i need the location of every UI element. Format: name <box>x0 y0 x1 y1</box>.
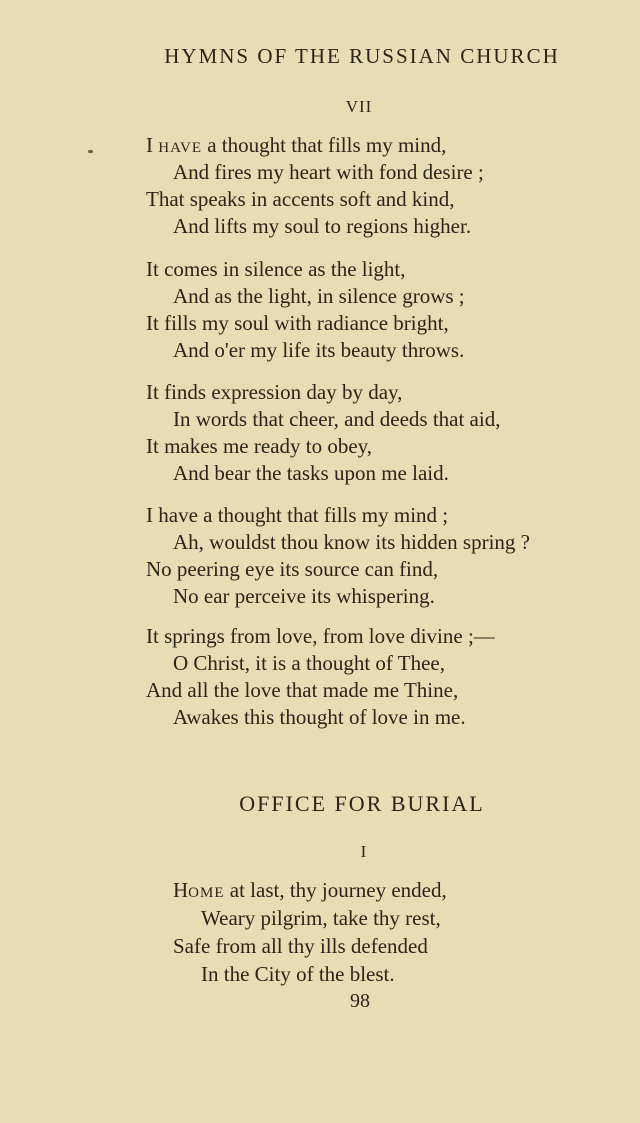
verse-line: And o'er my life its beauty throws. <box>173 338 465 362</box>
line-rest: at last, thy journey ended, <box>224 878 447 902</box>
margin-mark <box>88 150 93 153</box>
stanza-1 <box>146 132 626 240</box>
verse-line <box>146 132 626 159</box>
verse-line: And lifts my soul to regions higher. <box>173 214 472 238</box>
initial: H <box>173 878 189 902</box>
stanza-3 <box>146 379 626 487</box>
burial-stanza-1 <box>173 876 640 988</box>
verse-line: Awakes this thought of love in me. <box>173 705 466 729</box>
verse-line: It comes in silence as the light, <box>146 257 406 281</box>
verse-line: Ah, wouldst thou know its hidden spring ? <box>173 530 530 554</box>
section-title: OFFICE FOR BURIAL <box>239 791 485 816</box>
verse-line: No ear perceive its whispering. <box>173 584 435 608</box>
verse-line: It makes me ready to obey, <box>146 434 373 458</box>
initial: I <box>146 133 153 157</box>
verse-line: O Christ, it is a thought of Thee, <box>173 651 446 675</box>
hymn-number: I <box>360 842 368 861</box>
stanza-5 <box>146 623 626 731</box>
verse-line: I have a thought that fills my mind ; <box>146 503 449 527</box>
smallcaps-word: OME <box>188 885 225 901</box>
verse-line: Weary pilgrim, take thy rest, <box>201 906 441 930</box>
smallcaps-word: HAVE <box>158 140 202 156</box>
line-rest: a thought that fills my mind, <box>201 133 447 157</box>
verse-line: It fills my soul with radiance bright, <box>146 311 449 335</box>
verse-line: Safe from all thy ills defended <box>173 934 428 958</box>
stanza-4 <box>146 502 626 610</box>
verse-line: No peering eye its source can find, <box>146 557 439 581</box>
page-number: 98 <box>350 990 370 1012</box>
verse-line: And bear the tasks upon me laid. <box>173 461 449 485</box>
running-title: HYMNS OF THE RUSSIAN CHURCH <box>164 44 560 68</box>
verse-line <box>173 876 640 904</box>
verse-line: It springs from love, from love divine ;— <box>146 624 495 648</box>
verse-line: And all the love that made me Thine, <box>146 678 459 702</box>
stanza-2 <box>146 256 626 364</box>
verse-line: That speaks in accents soft and kind, <box>146 187 455 211</box>
verse-line: And as the light, in silence grows ; <box>173 284 465 308</box>
hymn-number: VII <box>345 97 373 116</box>
verse-line: It finds expression day by day, <box>146 380 403 404</box>
verse-line: In the City of the blest. <box>201 962 395 986</box>
verse-line: And fires my heart with fond desire ; <box>173 160 484 184</box>
verse-line: In words that cheer, and deeds that aid, <box>173 407 501 431</box>
